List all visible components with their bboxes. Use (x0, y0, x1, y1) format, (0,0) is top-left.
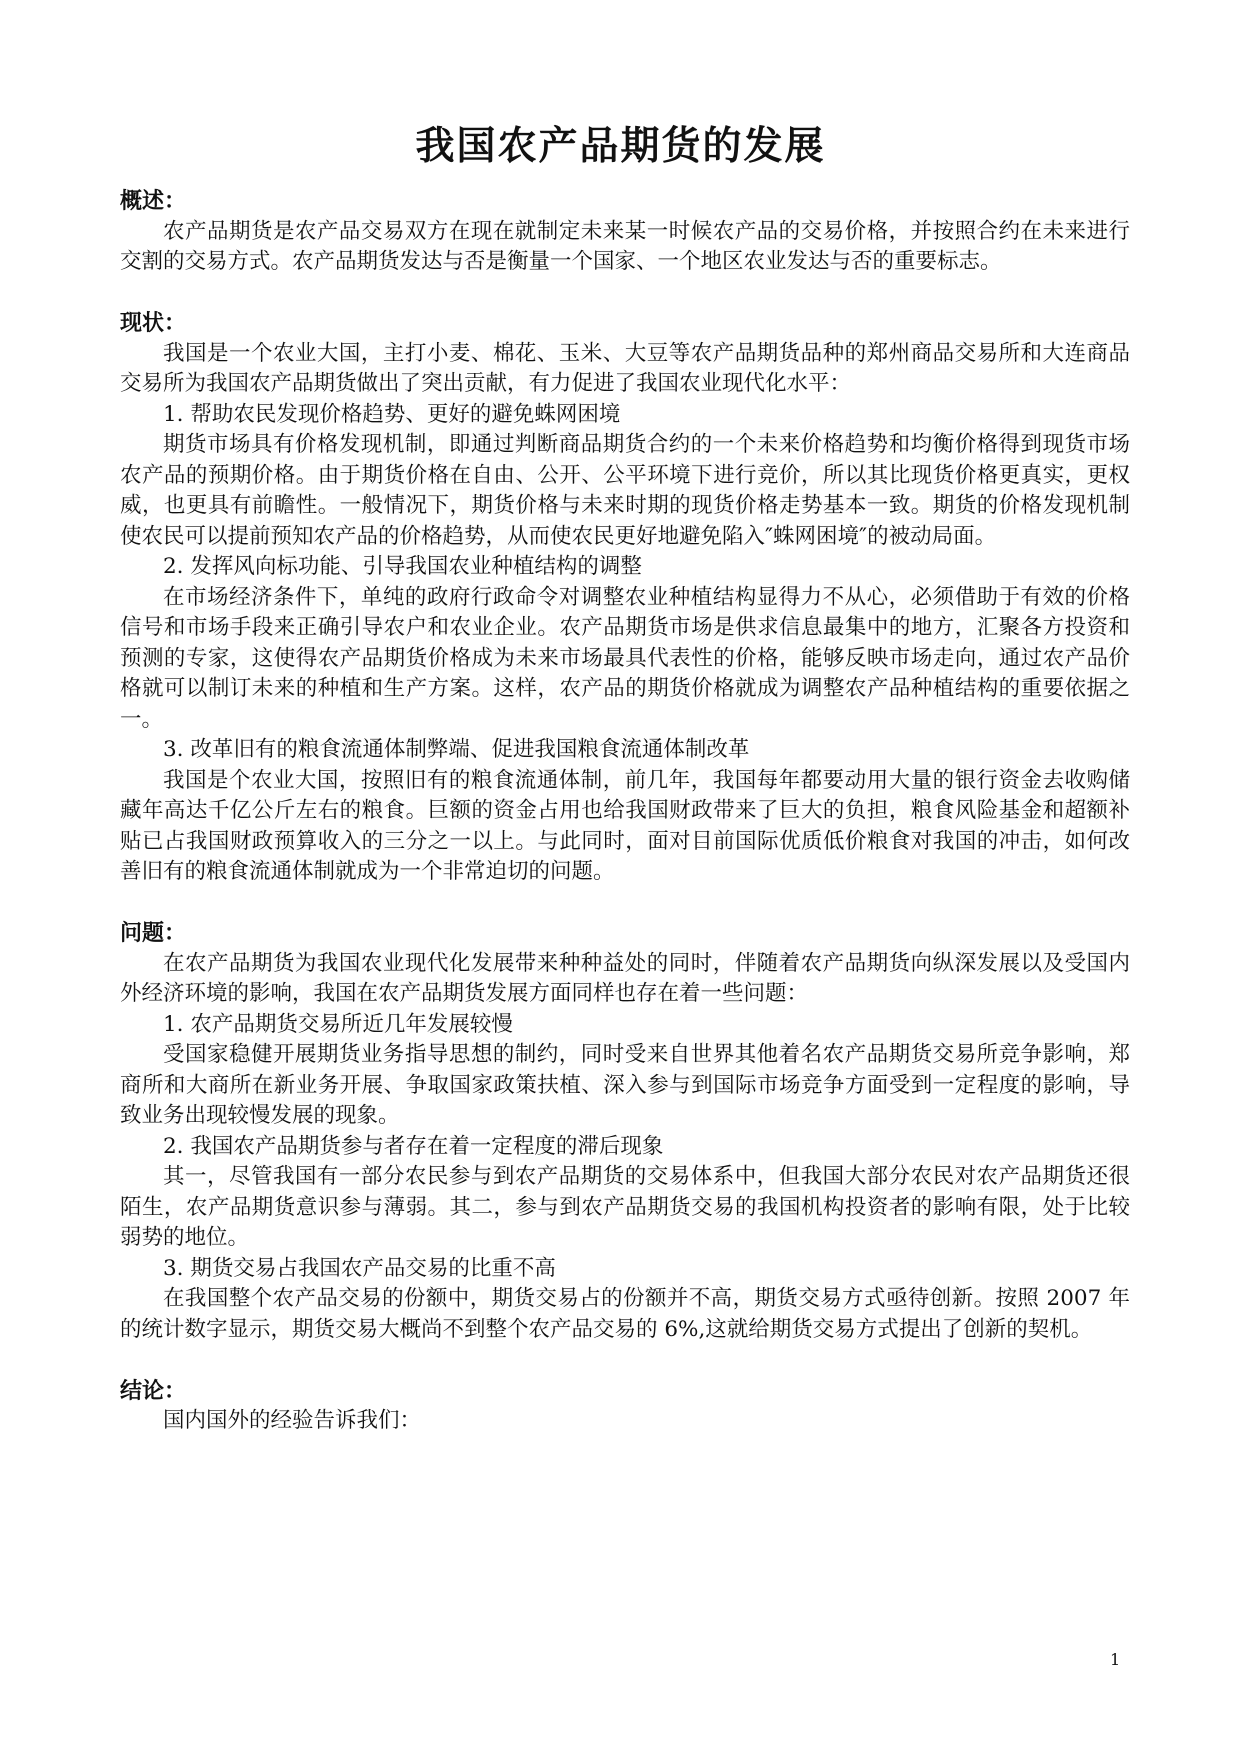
status-point-1-body: 期货市场具有价格发现机制，即通过判断商品期货合约的一个未来价格趋势和均衡价格得到现货市场农产品的预期价格。由于期货价格在自由、公开、公平环境下进行竞价，所以其比现货价格更真实，更权威，也更具有前瞻性。一般情况下，期货价格与未来时期的现货价格走势基本一致。期货的价格发现机制使农民可以提前预知农产品的价格趋势，从而使农民更好地避免陷入″蛛网困境″的被动局面。 (120, 432, 1130, 549)
status-intro: 我国是一个农业大国，主打小麦、棉花、玉米、大豆等农产品期货品种的郑州商品交易所和大连商品交易所为我国农产品期货做出了突出贡献，有力促进了我国农业现代化水平： (120, 340, 1130, 396)
status-point-2-body: 在市场经济条件下，单纯的政府行政命令对调整农业种植结构显得力不从心，必须借助于有效的价格信号和市场手段来正确引导农户和农业企业。农产品期货市场是供求信息最集中的地方，汇聚各方投资和预测的专家，这使得农产品期货价格成为未来市场最具代表性的价格，能够反映市场走向，通过农产品价格就可以制订未来的种植和生产方案。这样，农产品的期货价格就成为调整农产品种植结构的重要依据之一。 (120, 584, 1130, 732)
status-point-1-title: 1. 帮助农民发现价格趋势、更好的避免蛛网困境 (163, 401, 621, 427)
document-title: 我国农产品期货的发展 (415, 123, 826, 169)
status-point-3-title: 3. 改革旧有的粮食流通体制弊端、促进我国粮食流通体制改革 (163, 737, 750, 762)
section-gap (120, 888, 1130, 919)
section-gap (120, 278, 1130, 309)
status-point-3-body: 我国是个农业大国，按照旧有的粮食流通体制，前几年，我国每年都要动用大量的银行资金去收购储藏年高达千亿公斤左右的粮食。巨额的资金占用也给我国财政带来了巨大的负担，粮食风险基金和超额补贴已占我国财政预算收入的三分之一以上。与此同时，面对目前国际优质低价粮食对我国的冲击，如何改善旧有的粮食流通体制就成为一个非常迫切的问题。 (120, 767, 1130, 884)
conclusion-heading: 结论： (120, 1377, 187, 1404)
overview-heading: 概述： (120, 188, 187, 214)
section-gap (120, 1345, 1130, 1376)
overview-paragraph: 农产品期货是农产品交易双方在现在就制定未来某一时候农产品的交易价格，并按照合约在未来进行交割的交易方式。农产品期货发达与否是衡量一个国家、一个地区农业发达与否的重要标志。 (120, 218, 1130, 274)
document-body (120, 186, 1130, 1437)
page-number: 1 (1110, 1650, 1121, 1669)
problems-heading: 问题： (120, 920, 187, 946)
problems-point-3-body: 在我国整个农产品交易的份额中，期货交易占的份额并不高，期货交易方式亟待创新。按照 2007 年的统计数字显示，期货交易大概尚不到整个农产品交易的 6%,这就给期货交易方式提出了创新的契机。 (120, 1286, 1130, 1342)
status-heading: 现状： (120, 310, 187, 336)
status-point-2-title: 2. 发挥风向标功能、引导我国农业种植结构的调整 (163, 554, 642, 579)
problems-point-3-title: 3. 期货交易占我国农产品交易的比重不高 (163, 1255, 556, 1281)
problems-point-2-title: 2. 我国农产品期货参与者存在着一定程度的滞后现象 (163, 1133, 664, 1159)
problems-intro: 在农产品期货为我国农业现代化发展带来种种益处的同时，伴随着农产品期货向纵深发展以及受国内外经济环境的影响，我国在农产品期货发展方面同样也存在着一些问题： (120, 950, 1130, 1006)
problems-point-1-body: 受国家稳健开展期货业务指导思想的制约，同时受来自世界其他着名农产品期货交易所竞争影响，郑商所和大商所在新业务开展、争取国家政策扶植、深入参与到国际市场竞争方面受到一定程度的影响，导致业务出现较慢发展的现象。 (120, 1042, 1130, 1128)
conclusion-paragraph: 国内国外的经验告诉我们： (163, 1408, 422, 1433)
problems-point-2-body: 其一，尽管我国有一部分农民参与到农产品期货的交易体系中，但我国大部分农民对农产品期货还很陌生，农产品期货意识参与薄弱。其二，参与到农产品期货交易的我国机构投资者的影响有限，处于比较弱势的地位。 (120, 1164, 1130, 1250)
problems-point-1-title: 1. 农产品期货交易所近几年发展较慢 (163, 1011, 513, 1037)
